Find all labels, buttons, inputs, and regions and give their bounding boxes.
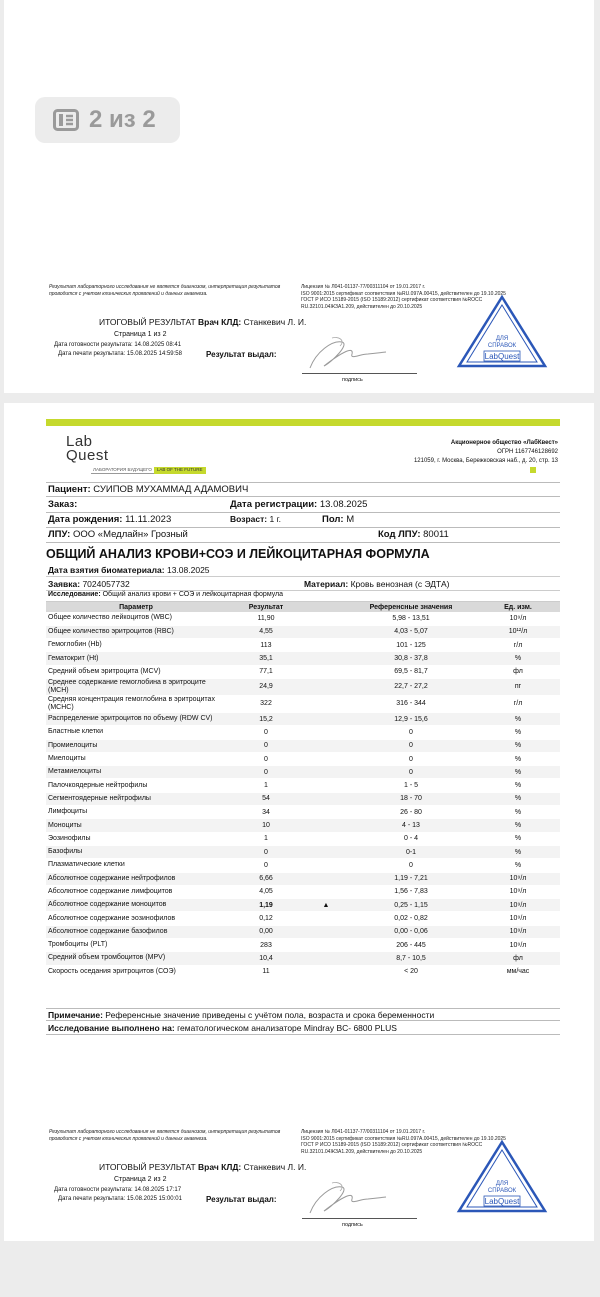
cell-result: 113 (226, 639, 306, 652)
final-result-line (99, 1162, 306, 1172)
table-row (46, 925, 560, 938)
material-value: Кровь венозная (с ЭДТА) (350, 579, 450, 589)
cell-unit: 10¹²/л (476, 625, 560, 638)
table-row (46, 885, 560, 898)
license-line: RU.32101.04ЖЗА1.209, действителен до 20.10.2025 (301, 1148, 423, 1155)
cell-unit: % (476, 766, 560, 779)
table-row (46, 639, 560, 652)
license-line: Лицензия № Л041-01137-77/00311104 от 19.01.2017 г. (301, 1129, 426, 1135)
page-1 (4, 0, 594, 393)
print-date: Дата печати результата: 15.08.2025 15:00:01 (58, 1196, 182, 1202)
cell-unit: пг (476, 678, 560, 695)
cell-param: Абсолютное содержание базофилов (46, 925, 226, 938)
cell-flag (306, 832, 346, 845)
doctor-name: Станкевич Л. И. (243, 317, 307, 327)
final-result-label: ИТОГОВЫЙ РЕЗУЛЬТАТ (99, 317, 196, 327)
table-row (46, 819, 560, 832)
cell-unit: % (476, 726, 560, 739)
cell-unit: % (476, 739, 560, 752)
signature-caption: подпись (342, 1222, 363, 1228)
cell-ref: 206 - 445 (346, 939, 476, 952)
cell-param: Плазматические клетки (46, 859, 226, 872)
cell-result: 0 (226, 859, 306, 872)
cell-result: 10,4 (226, 952, 306, 965)
cell-result: 1,19 (226, 899, 306, 912)
header-unit: Ед. изм. (476, 602, 560, 612)
cell-flag (306, 779, 346, 792)
cell-ref: 4 - 13 (346, 819, 476, 832)
cell-ref: 30,8 - 37,8 (346, 652, 476, 665)
cell-flag (306, 712, 346, 725)
cell-result: 0 (226, 752, 306, 765)
cell-param: Миелоциты (46, 752, 226, 765)
cell-result: 24,9 (226, 678, 306, 695)
cell-unit: % (476, 845, 560, 858)
cell-result: 0,00 (226, 925, 306, 938)
cell-unit: 10⁹/л (476, 912, 560, 925)
cell-unit: % (476, 819, 560, 832)
table-row (46, 792, 560, 805)
study-label: Исследование: (48, 591, 101, 598)
cell-unit: % (476, 712, 560, 725)
order-label: Заказ: (48, 499, 78, 510)
cell-unit: 10⁹/л (476, 612, 560, 625)
cell-flag (306, 806, 346, 819)
cell-ref: 18 - 70 (346, 792, 476, 805)
license-line: ГОСТ Р ИСО 15189-2015 (ISO 15189:2012) сертификат соответствия №ROCC (301, 297, 483, 303)
cell-ref: 0 (346, 766, 476, 779)
age-value: 1 г. (269, 514, 281, 524)
cell-ref: 4,03 - 5,07 (346, 625, 476, 638)
note-row (46, 1008, 560, 1021)
material-label: Материал: (304, 579, 349, 589)
cell-flag (306, 819, 346, 832)
stamp-text-1: ДЛЯ (495, 336, 509, 342)
performed-label: Исследование выполнено на: (48, 1023, 175, 1033)
final-result-line (99, 317, 306, 327)
stamp-text-2: СПРАВОК (487, 1188, 517, 1194)
performed-row (46, 1022, 560, 1035)
cell-result: 1 (226, 832, 306, 845)
license-line: RU.32101.04ЖЗА1.209, действителен до 20.10.2025 (301, 303, 423, 310)
lpu-row (46, 528, 560, 543)
cell-unit: % (476, 832, 560, 845)
doctor-name: Станкевич Л. И. (243, 1162, 307, 1172)
dob-label: Дата рождения: (48, 514, 123, 525)
cell-flag (306, 739, 346, 752)
cell-param: Абсолютное содержание нейтрофилов (46, 872, 226, 885)
dob-value: 11.11.2023 (125, 514, 172, 525)
cell-param: Метамиелоциты (46, 766, 226, 779)
signature-icon (302, 332, 392, 374)
cell-ref: 22,7 - 27,2 (346, 678, 476, 695)
table-row (46, 939, 560, 952)
company-info (414, 439, 558, 466)
print-date: Дата печати результата: 15.08.2025 14:59:58 (58, 351, 182, 357)
license-line: ISO 9001:2015 сертификат соответствия №RU.097А.00415, действителен до 19.10.2025 (301, 1135, 506, 1142)
study-value: Общий анализ крови + СОЭ и лейкоцитарная формула (102, 591, 284, 598)
cell-param: Сегментоядерные нейтрофилы (46, 792, 226, 805)
cell-param: Гематокрит (Ht) (46, 652, 226, 665)
cell-ref: 1,56 - 7,83 (346, 885, 476, 898)
table-row (46, 695, 560, 712)
cell-flag (306, 639, 346, 652)
cell-flag (306, 665, 346, 678)
issued-by-label: Результат выдал: (206, 1195, 277, 1204)
cell-param: Промиелоциты (46, 739, 226, 752)
cell-flag (306, 678, 346, 695)
page-number: Страница 1 из 2 (114, 331, 167, 338)
cell-result: 11,90 (226, 612, 306, 625)
cell-ref: 0 (346, 859, 476, 872)
cell-ref: 1 - 5 (346, 779, 476, 792)
tagline-ru: ЛАБОРАТОРИЯ БУДУЩЕГО (93, 467, 152, 472)
lpu-label: ЛПУ: (48, 529, 71, 540)
cell-result: 1 (226, 779, 306, 792)
table-row (46, 832, 560, 845)
page-2 (4, 403, 594, 1241)
cell-flag (306, 726, 346, 739)
cell-result: 0 (226, 726, 306, 739)
cell-param: Бластные клетки (46, 726, 226, 739)
request-value: 7024057732 (82, 579, 130, 589)
cell-result: 322 (226, 695, 306, 712)
page-1-footer (4, 284, 594, 394)
age-label: Возраст: (230, 514, 268, 524)
cell-flag (306, 952, 346, 965)
cell-ref: 0,02 - 0,82 (346, 912, 476, 925)
cell-ref: 8,7 - 10,5 (346, 952, 476, 965)
stamp-brand: LabQuest (484, 352, 520, 361)
cell-ref: 0,25 - 1,15 (346, 899, 476, 912)
cell-unit: % (476, 779, 560, 792)
company-ogrn: ОГРН 1167746128692 (497, 449, 558, 455)
company-address: 121059, г. Москва, Бережковская наб., д. 20, стр. 13 (413, 458, 558, 464)
cell-flag (306, 792, 346, 805)
cell-unit: мм/час (476, 965, 560, 978)
final-result-label: ИТОГОВЫЙ РЕЗУЛЬТАТ (99, 1162, 196, 1172)
cell-param: Тромбоциты (PLT) (46, 939, 226, 952)
lpu-code-value: 80011 (423, 529, 449, 540)
company-name: Акционерное общество «ЛабКвест» (450, 440, 558, 446)
cell-unit: фл (476, 952, 560, 965)
cell-result: 34 (226, 806, 306, 819)
cell-ref: 0 - 4 (346, 832, 476, 845)
cell-ref: 0 (346, 739, 476, 752)
cell-ref: 1,19 - 7,21 (346, 872, 476, 885)
cell-param: Общее количество лейкоцитов (WBC) (46, 612, 226, 625)
cell-unit: 10⁹/л (476, 939, 560, 952)
birth-row (46, 513, 560, 528)
cell-ref: 5,98 - 13,51 (346, 612, 476, 625)
table-row (46, 899, 560, 912)
cell-flag (306, 965, 346, 978)
table-row (46, 912, 560, 925)
table-row (46, 612, 560, 625)
cell-result: 0 (226, 739, 306, 752)
lpu-code-label: Код ЛПУ: (378, 529, 421, 540)
table-row (46, 665, 560, 678)
cell-result: 77,1 (226, 665, 306, 678)
note-value: Референсные значение приведены с учётом пола, возраста и срока беременности (105, 1010, 435, 1020)
ready-date: Дата готовности результата: 14.08.2025 08:41 (54, 342, 182, 348)
page-counter-label: 2 из 2 (89, 106, 156, 133)
cell-flag (306, 885, 346, 898)
registration-date: 13.08.2025 (319, 499, 368, 510)
cell-param: Распределение эритроцитов по объему (RDW CV) (46, 712, 226, 725)
license-line: ГОСТ Р ИСО 15189-2015 (ISO 15189:2012) сертификат соответствия №ROCC (301, 1142, 483, 1148)
cell-unit: г/л (476, 639, 560, 652)
logo-text-bottom: Quest (66, 447, 109, 464)
header-result: Результат (226, 602, 306, 612)
order-row (46, 498, 560, 513)
cell-ref: 0-1 (346, 845, 476, 858)
page-number: Страница 2 из 2 (114, 1176, 167, 1183)
cell-flag (306, 752, 346, 765)
stamp-text-1: ДЛЯ (495, 1181, 509, 1187)
cell-result: 0,12 (226, 912, 306, 925)
table-row (46, 678, 560, 695)
accent-bar (46, 419, 560, 426)
ready-date: Дата готовности результата: 14.08.2025 17:17 (54, 1187, 182, 1193)
sex-value: М (346, 514, 355, 525)
cell-result: 283 (226, 939, 306, 952)
study-row (46, 591, 560, 602)
pages-icon (53, 109, 79, 131)
table-row (46, 872, 560, 885)
cell-ref: 26 - 80 (346, 806, 476, 819)
cell-param: Гемоглобин (Hb) (46, 639, 226, 652)
table-row (46, 859, 560, 872)
labquest-logo (66, 433, 109, 464)
stamp-brand: LabQuest (484, 1197, 520, 1206)
sample-date-row (46, 564, 560, 577)
cell-param: Средний объем тромбоцитов (MPV) (46, 952, 226, 965)
logo-text-top: Lab (66, 433, 93, 450)
signature-line (302, 373, 417, 374)
cell-result: 15,2 (226, 712, 306, 725)
cell-param: Средний объем эритроцита (MCV) (46, 665, 226, 678)
cell-result: 54 (226, 792, 306, 805)
cell-ref: 101 - 125 (346, 639, 476, 652)
table-row (46, 952, 560, 965)
cell-unit: 10⁹/л (476, 899, 560, 912)
cell-unit: 10⁹/л (476, 885, 560, 898)
cell-param: Моноциты (46, 819, 226, 832)
license-line: Лицензия № Л041-01137-77/00311104 от 19.01.2017 г. (301, 284, 426, 290)
table-row (46, 625, 560, 638)
table-row (46, 845, 560, 858)
cell-flag (306, 612, 346, 625)
cell-ref: 12,9 - 15,6 (346, 712, 476, 725)
cell-result: 0 (226, 845, 306, 858)
cell-flag (306, 925, 346, 938)
cell-unit: % (476, 752, 560, 765)
license-line: ISO 9001:2015 сертификат соответствия №RU.097А.00415, действителен до 19.10.2025 (301, 290, 506, 297)
cell-flag (306, 766, 346, 779)
request-label: Заявка: (48, 579, 81, 589)
cell-unit: 10⁹/л (476, 872, 560, 885)
cell-result: 35,1 (226, 652, 306, 665)
signature-caption: подпись (342, 377, 363, 383)
cell-flag (306, 859, 346, 872)
cell-result: 4,05 (226, 885, 306, 898)
header-flag (306, 602, 346, 612)
sample-date-value: 13.08.2025 (166, 565, 210, 575)
sex-label: Пол: (322, 514, 344, 525)
table-row (46, 652, 560, 665)
request-row (46, 578, 560, 591)
patient-label: Пациент: (48, 484, 91, 495)
stamp-text-2: СПРАВОК (487, 343, 517, 349)
cell-result: 6,66 (226, 872, 306, 885)
cell-ref: 0,00 - 0,06 (346, 925, 476, 938)
cell-unit: г/л (476, 695, 560, 712)
cell-param: Эозинофилы (46, 832, 226, 845)
table-header (46, 602, 560, 612)
signature-icon (302, 1177, 392, 1219)
table-row (46, 726, 560, 739)
cell-param: Абсолютное содержание лимфоцитов (46, 885, 226, 898)
cell-param: Абсолютное содержание эозинофилов (46, 912, 226, 925)
performed-value: гематологическом анализаторе Mindray BC- 6800 PLUS (177, 1023, 397, 1033)
cell-param: Абсолютное содержание моноцитов (46, 899, 226, 912)
page-counter[interactable] (35, 97, 180, 143)
cell-result: 10 (226, 819, 306, 832)
page-2-footer (4, 1129, 594, 1239)
tagline-en: LAB OF THE FUTURE (154, 467, 206, 474)
doctor-label: Врач КЛД: (198, 1162, 242, 1172)
cell-flag (306, 939, 346, 952)
cell-ref: 316 - 344 (346, 695, 476, 712)
cell-result: 4,55 (226, 625, 306, 638)
cell-param: Базофилы (46, 845, 226, 858)
cell-result: 11 (226, 965, 306, 978)
table-row (46, 739, 560, 752)
cell-flag (306, 695, 346, 712)
disclaimer: Результат лабораторного исследования не является диагнозом, интерпретация результатов проводится с учетом клинических проявлений и данных анамнеза. (49, 284, 281, 297)
stamp-icon (456, 1139, 548, 1215)
header-ref: Референсные значения (346, 602, 476, 612)
cell-flag (306, 845, 346, 858)
doctor-label: Врач КЛД: (198, 317, 242, 327)
patient-row (46, 482, 560, 497)
issued-by-label: Результат выдал: (206, 350, 277, 359)
lpu-value: ООО «Медлайн» Грозный (72, 529, 188, 540)
patient-name: СУИПОВ МУХАММАД АДАМОВИЧ (93, 484, 249, 495)
table-row (46, 752, 560, 765)
cell-ref: 0 (346, 752, 476, 765)
cell-param: Скорость оседания эритроцитов (СОЭ) (46, 965, 226, 978)
header-param: Параметр (46, 602, 226, 612)
tagline (91, 467, 206, 474)
table-row (46, 779, 560, 792)
cell-param: Средняя концентрация гемоглобина в эритроцитах (MCHC) (46, 695, 226, 712)
table-row (46, 712, 560, 725)
sample-date-label: Дата взятия биоматериала: (48, 565, 165, 575)
cell-ref: 69,5 - 81,7 (346, 665, 476, 678)
disclaimer: Результат лабораторного исследования не является диагнозом, интерпретация результатов проводится с учетом клинических проявлений и данных анамнеза. (49, 1129, 281, 1142)
cell-flag: ▲ (306, 899, 346, 912)
report-title: ОБЩИЙ АНАЛИЗ КРОВИ+СОЭ И ЛЕЙКОЦИТАРНАЯ ФОРМУЛА (46, 547, 430, 561)
table-row (46, 806, 560, 819)
registration-label: Дата регистрации: (230, 499, 318, 510)
cell-unit: % (476, 859, 560, 872)
cell-unit: % (476, 792, 560, 805)
results-table (46, 602, 560, 979)
stamp-icon (456, 294, 548, 370)
cell-unit: % (476, 806, 560, 819)
cell-unit: % (476, 652, 560, 665)
table-row (46, 766, 560, 779)
cell-param: Лимфоциты (46, 806, 226, 819)
cell-ref: < 20 (346, 965, 476, 978)
cell-result: 0 (226, 766, 306, 779)
cell-flag (306, 912, 346, 925)
cell-flag (306, 652, 346, 665)
accent-square (530, 467, 536, 473)
note-label: Примечание: (48, 1010, 103, 1020)
cell-flag (306, 625, 346, 638)
cell-param: Общее количество эритроцитов (RBC) (46, 625, 226, 638)
cell-param: Среднее содержание гемоглобина в эритроците (MCH) (46, 678, 226, 695)
cell-unit: 10⁹/л (476, 925, 560, 938)
table-row (46, 965, 560, 978)
cell-param: Палочкоядерные нейтрофилы (46, 779, 226, 792)
cell-ref: 0 (346, 726, 476, 739)
signature-line (302, 1218, 417, 1219)
cell-unit: фл (476, 665, 560, 678)
cell-flag (306, 872, 346, 885)
